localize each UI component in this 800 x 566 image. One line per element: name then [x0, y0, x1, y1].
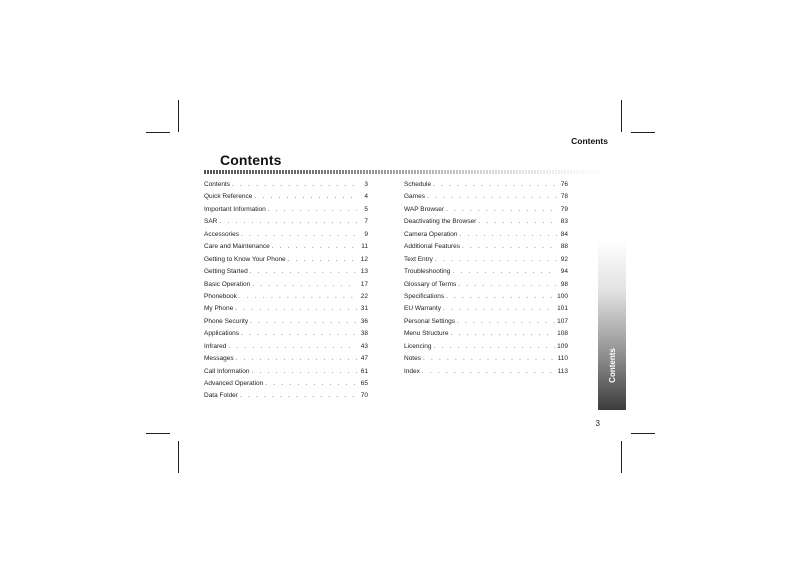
toc-leader-dots [268, 206, 357, 213]
toc-entry-page: 22 [360, 292, 368, 300]
toc-leader-dots [478, 218, 557, 225]
toc-leader-dots [232, 181, 357, 188]
toc-entry-label: Schedule [404, 181, 432, 188]
page-title: Contents [220, 152, 282, 168]
page-number: 3 [595, 419, 600, 428]
toc-entry-label: Glossary of Terms [404, 280, 457, 288]
toc-entry-page: 107 [557, 317, 568, 325]
toc-leader-dots [435, 256, 557, 263]
toc-entry[interactable] [204, 231, 368, 243]
toc-entry-page: 109 [557, 342, 568, 350]
toc-entry[interactable] [404, 243, 568, 255]
toc-entry-label: My Phone [204, 305, 234, 313]
toc-entry-page: 78 [560, 193, 568, 201]
toc-entry[interactable] [204, 305, 368, 317]
toc-entry[interactable] [204, 243, 368, 255]
crop-mark-top-right-horizontal [631, 132, 655, 133]
toc-entry[interactable] [204, 181, 368, 193]
toc-entry-label: Additional Features [404, 243, 461, 251]
crop-mark-bottom-right-vertical [621, 441, 622, 473]
side-tab [598, 240, 626, 410]
toc-leader-dots [250, 318, 357, 325]
toc-entry-page: 76 [560, 181, 568, 188]
toc-entry-label: Care and Maintenance [204, 243, 270, 251]
toc-entry-label: Licencing [404, 342, 432, 350]
toc-entry[interactable] [404, 368, 568, 380]
toc-leader-dots [252, 368, 357, 375]
toc-entry[interactable] [204, 293, 368, 305]
toc-entry-page: 79 [560, 205, 568, 213]
toc-entry-label: Notes [404, 355, 421, 363]
toc-entry-label: Data Folder [204, 392, 238, 400]
toc-leader-dots [254, 193, 357, 200]
toc-entry[interactable] [404, 355, 568, 367]
toc-entry[interactable] [204, 392, 368, 404]
toc-entry-label: Personal Settings [404, 317, 455, 325]
toc-entry-label: Applications [204, 330, 240, 338]
toc-entry-label: Accessories [204, 230, 240, 238]
toc-entry-label: Important Information [204, 205, 266, 213]
toc-entry[interactable] [404, 268, 568, 280]
toc-entry[interactable] [204, 218, 368, 230]
toc-entry-page: 101 [557, 305, 568, 313]
toc-entry[interactable] [204, 193, 368, 205]
toc-entry-label: Basic Operation [204, 280, 251, 288]
toc-entry[interactable] [204, 355, 368, 367]
toc-entry-page: 100 [557, 292, 568, 300]
toc-entry[interactable] [404, 181, 568, 193]
toc-leader-dots [240, 392, 357, 399]
toc-entry[interactable] [404, 206, 568, 218]
toc-entry-label: Games [404, 193, 425, 201]
side-tab-label-wrap [598, 330, 626, 400]
toc-entry-page: 83 [560, 218, 568, 226]
toc-entry[interactable] [404, 256, 568, 268]
toc-leader-dots [422, 368, 556, 375]
toc-entry-page: 38 [360, 330, 368, 338]
toc-leader-dots [457, 318, 555, 325]
toc-entry-page: 9 [364, 230, 368, 238]
crop-mark-bottom-left-vertical [178, 441, 179, 473]
toc-entry[interactable] [404, 218, 568, 230]
toc-entry[interactable] [204, 368, 368, 380]
toc-entry-label: Deactivating the Browser [404, 218, 477, 226]
toc-entry-label: WAP Browser [404, 205, 445, 213]
toc-entry[interactable] [204, 343, 368, 355]
toc-leader-dots [241, 231, 357, 238]
toc-entry-page: 11 [361, 243, 368, 251]
toc-leader-dots [433, 343, 555, 350]
toc-leader-dots [219, 218, 357, 225]
toc-leader-dots [427, 193, 557, 200]
toc-leader-dots [250, 268, 357, 275]
toc-leader-dots [272, 243, 357, 250]
toc-entry-page: 94 [560, 268, 568, 276]
toc-leader-dots [458, 281, 557, 288]
toc-leader-dots [446, 206, 557, 213]
toc-column-left [204, 181, 368, 405]
crop-mark-top-left-horizontal [146, 132, 170, 133]
toc-entry[interactable] [404, 293, 568, 305]
toc-entry-page: 92 [560, 255, 568, 263]
side-tab-label: Contents [607, 347, 617, 383]
toc-leader-dots [462, 243, 557, 250]
toc-entry-page: 43 [360, 342, 368, 350]
toc-entry-page: 61 [360, 367, 368, 375]
toc-entry-label: Quick Reference [204, 193, 253, 201]
toc-entry-page: 98 [560, 280, 568, 288]
toc-entry-page: 70 [360, 392, 368, 400]
toc-entry-label: Specifications [404, 292, 445, 300]
toc-entry[interactable] [404, 281, 568, 293]
toc-leader-dots [423, 355, 556, 362]
toc-leader-dots [459, 231, 557, 238]
toc-entry-label: Infrared [204, 342, 227, 350]
toc-entry-label: Getting Started [204, 268, 248, 276]
toc-leader-dots [241, 330, 357, 337]
toc-entry-label: Getting to Know Your Phone [204, 255, 286, 263]
toc-entry-page: 5 [364, 205, 368, 213]
crop-mark-top-left-vertical [178, 100, 179, 132]
toc-entry-page: 65 [360, 380, 368, 387]
toc-entry-label: Troubleshooting [404, 268, 451, 276]
toc-entry-label: Contents [204, 181, 231, 188]
toc-leader-dots [443, 305, 555, 312]
toc-column-right [404, 181, 568, 380]
toc-entry[interactable] [404, 330, 568, 342]
toc-entry[interactable] [404, 343, 568, 355]
toc-entry-page: 31 [360, 305, 368, 313]
toc-entry-page: 47 [360, 355, 368, 363]
toc-entry[interactable] [204, 206, 368, 218]
toc-entry-label: Camera Operation [404, 230, 458, 238]
toc-entry[interactable] [204, 330, 368, 342]
toc-entry-page: 36 [360, 317, 368, 325]
toc-entry-page: 108 [557, 330, 568, 338]
toc-entry[interactable] [404, 231, 568, 243]
toc-entry-page: 13 [360, 268, 368, 276]
toc-entry[interactable] [404, 318, 568, 330]
toc-entry[interactable] [204, 380, 368, 392]
running-header: Contents [571, 136, 608, 146]
toc-entry-page: 110 [557, 355, 568, 363]
crop-mark-top-right-vertical [621, 100, 622, 132]
toc-leader-dots [252, 281, 357, 288]
toc-entry-label: Index [404, 367, 420, 375]
toc-entry-label: SAR [204, 218, 218, 226]
toc-leader-dots [446, 293, 555, 300]
toc-leader-dots [239, 293, 357, 300]
toc-leader-dots [433, 181, 557, 188]
toc-entry-label: Advanced Operation [204, 380, 264, 387]
toc-entry[interactable] [404, 305, 568, 317]
toc-entry[interactable] [204, 268, 368, 280]
toc-entry-label: Phone Security [204, 317, 249, 325]
crop-mark-bottom-right-horizontal [631, 433, 655, 434]
toc-entry-label: Call Information [204, 367, 250, 375]
toc-entry[interactable] [204, 318, 368, 330]
toc-entry-label: Messages [204, 355, 234, 363]
toc-entry[interactable] [404, 193, 568, 205]
toc-entry-label: Menu Structure [404, 330, 449, 338]
toc-leader-dots [288, 256, 357, 263]
toc-entry-page: 12 [360, 255, 368, 263]
toc-entry-page: 4 [364, 193, 368, 201]
toc-leader-dots [228, 343, 357, 350]
toc-entry-label: Text Entry [404, 255, 433, 263]
toc-entry-page: 3 [364, 181, 368, 188]
toc-entry-page: 84 [560, 230, 568, 238]
toc-leader-dots [450, 330, 555, 337]
title-underline-bar [204, 170, 606, 174]
toc-leader-dots [452, 268, 557, 275]
toc-entry-page: 88 [560, 243, 568, 251]
toc-entry[interactable] [204, 256, 368, 268]
toc-entry-label: Phonebook [204, 292, 237, 300]
toc-leader-dots [235, 305, 357, 312]
toc-leader-dots [265, 380, 357, 387]
toc-entry-page: 7 [364, 218, 368, 226]
toc-entry[interactable] [204, 281, 368, 293]
toc-entry-page: 17 [360, 280, 368, 288]
crop-mark-bottom-left-horizontal [146, 433, 170, 434]
toc-leader-dots [236, 355, 357, 362]
toc-entry-page: 113 [557, 367, 568, 375]
toc-entry-label: EU Warranty [404, 305, 441, 313]
